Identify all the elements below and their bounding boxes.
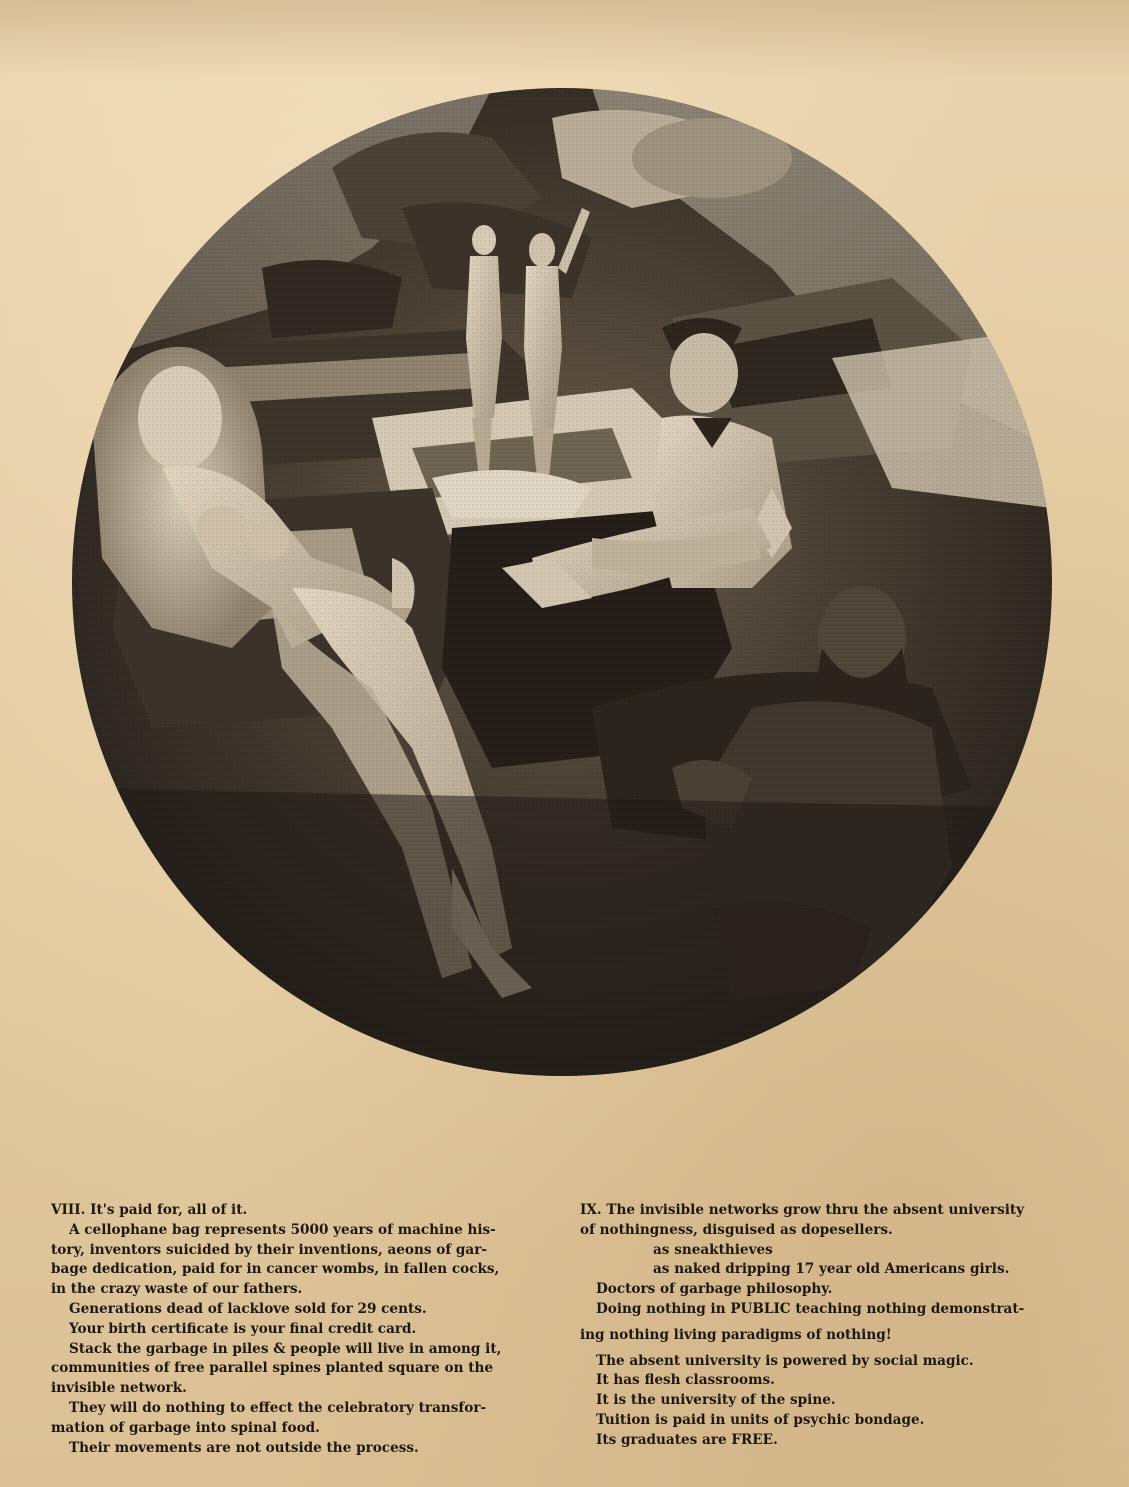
faded-top-edge	[0, 0, 1129, 80]
section-viii-heading: VIII. It's paid for, all of it.	[51, 1202, 248, 1218]
text-line: Their movements are not outside the process.	[69, 1439, 419, 1456]
section-viii-column	[51, 1201, 541, 1458]
section-ix-column	[580, 1201, 1070, 1451]
photograph-illustration	[72, 88, 1052, 1076]
text-line: invisible network.	[51, 1380, 187, 1397]
text-line: Tuition is paid in units of psychic bondage.	[596, 1411, 925, 1428]
text-line: Your birth certificate is your final credit card.	[69, 1320, 417, 1337]
text-line: Generations dead of lacklove sold for 29 cents.	[69, 1300, 427, 1317]
text-line: A cellophane bag represents 5000 years of machine his-	[69, 1221, 496, 1238]
text-line: Its graduates are FREE.	[596, 1431, 778, 1448]
text-line: bage dedication, paid for in cancer wombs, in fallen cocks,	[51, 1261, 500, 1278]
text-line: communities of free parallel spines planted square on the	[51, 1360, 494, 1377]
text-line: Doing nothing in PUBLIC teaching nothing demonstrat-	[596, 1300, 1025, 1317]
text-line: Stack the garbage in piles & people will live in among it,	[69, 1340, 502, 1357]
halftone-grain	[72, 88, 1052, 1076]
text-line: tory, inventors suicided by their inventions, aeons of gar-	[51, 1241, 488, 1258]
text-line: It is the university of the spine.	[596, 1392, 836, 1409]
text-line: ing nothing living paradigms of nothing!	[580, 1326, 892, 1343]
section-ix-heading: IX. The invisible networks grow thru the absent university	[580, 1202, 1025, 1218]
text-line: as naked dripping 17 year old Americans girls.	[653, 1261, 1010, 1278]
circular-photograph	[72, 88, 1052, 1076]
text-line: Doctors of garbage philosophy.	[596, 1281, 833, 1298]
text-line: of nothingness, disguised as dopesellers.	[580, 1221, 893, 1238]
text-line: The absent university is powered by social magic.	[596, 1352, 974, 1369]
text-line: mation of garbage into spinal food.	[51, 1419, 320, 1436]
text-line: as sneakthieves	[653, 1241, 773, 1258]
text-line: It has flesh classrooms.	[596, 1372, 775, 1389]
text-line: in the crazy waste of our fathers.	[51, 1281, 303, 1298]
text-line: They will do nothing to effect the celebratory transfor-	[69, 1399, 487, 1416]
